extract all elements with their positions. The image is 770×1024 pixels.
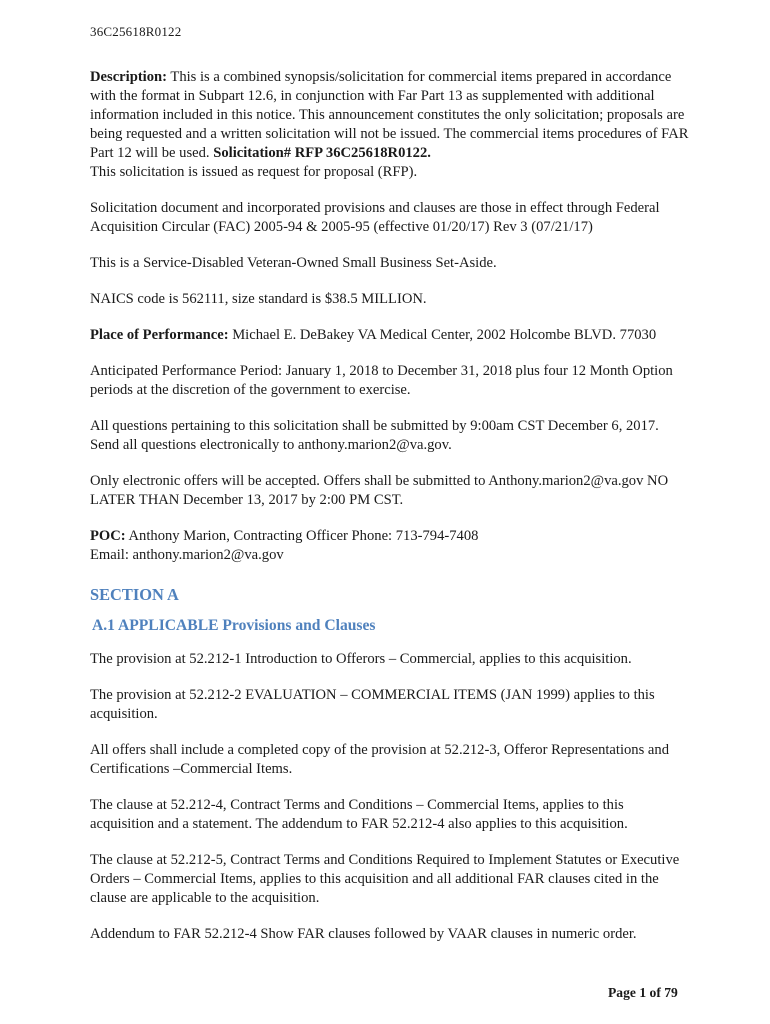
- rfp-line: This solicitation is issued as request for proposal (RFP).: [90, 164, 418, 180]
- offers-paragraph: Only electronic offers will be accepted. Offers shall be submitted to Anthony.marion2@va.gov NO LATER THAN December 13, 2017 by 2:00 PM CST.: [90, 473, 669, 508]
- provision-paragraph: All offers shall include a completed copy of the provision at 52.212-3, Offeror Representations and Certifications –Commercial Items.: [90, 742, 670, 777]
- page-number: Page 1 of 79: [608, 985, 678, 1000]
- poc-label: POC:: [90, 528, 126, 544]
- solicitation-bold-number: Solicitation# RFP 36C25618R0122.: [213, 145, 431, 161]
- place-of-performance-paragraph: [90, 326, 690, 345]
- place-label: Place of Performance:: [90, 327, 229, 343]
- document-body: [90, 68, 690, 961]
- description-text: This is a combined synopsis/solicitation for commercial items prepared in accordance with the format in Subpart 12.6, in conjunction with Far Part 13 as supplemented with additional information included in this notice. This announcement constitutes the only solicitation; proposals are being requested and a written solicitation will not be issued. The commercial items procedures of FAR Part 12 will be used.: [90, 69, 689, 161]
- provision-paragraph: The provision at 52.212-2 EVALUATION – COMMERCIAL ITEMS (JAN 1999) applies to this acquisition.: [90, 687, 655, 722]
- poc-text: Anthony Marion, Contracting Officer Phone: 713-794-7408: [125, 528, 479, 544]
- provision-paragraph: The provision at 52.212-1 Introduction to Offerors – Commercial, applies to this acquisition.: [90, 651, 632, 667]
- poc-paragraph: [90, 527, 690, 565]
- description-label: Description:: [90, 69, 168, 85]
- section-a-title: SECTION A: [90, 585, 179, 604]
- solicitation-number-header: 36C25618R0122: [90, 24, 182, 39]
- poc-email: Email: anthony.marion2@va.gov: [90, 547, 284, 563]
- place-text: Michael E. DeBakey VA Medical Center, 2002 Holcombe BLVD. 77030: [228, 327, 657, 343]
- naics-paragraph: NAICS code is 562111, size standard is $38.5 MILLION.: [90, 291, 427, 307]
- set-aside-paragraph: This is a Service-Disabled Veteran-Owned Small Business Set-Aside.: [90, 255, 497, 271]
- provision-paragraph: The clause at 52.212-5, Contract Terms and Conditions Required to Implement Statutes or Executive Orders – Commercial Items, applies to this acquisition and all additional FAR clauses cited in the clause are applicable to the acquisition.: [90, 852, 680, 906]
- provision-paragraph: The clause at 52.212-4, Contract Terms and Conditions – Commercial Items, applies to this acquisition and a statement. The addendum to FAR 52.212-4 also applies to this acquisition.: [90, 797, 628, 832]
- section-a1-title: A.1 APPLICABLE Provisions and Clauses: [92, 617, 376, 634]
- fac-paragraph: Solicitation document and incorporated provisions and clauses are those in effect through Federal Acquisition Circular (FAC) 2005-94 & 2005-95 (effective 01/20/17) Rev 3 (07/21/17): [90, 200, 660, 235]
- provision-paragraph: Addendum to FAR 52.212-4 Show FAR clauses followed by VAAR clauses in numeric order.: [90, 926, 637, 942]
- description-paragraph: [90, 68, 690, 182]
- questions-paragraph: All questions pertaining to this solicitation shall be submitted by 9:00am CST December 6, 2017. Send all questions electronically to anthony.marion2@va.gov.: [90, 418, 659, 453]
- performance-period-paragraph: Anticipated Performance Period: January 1, 2018 to December 31, 2018 plus four 12 Month Option periods at the discretion of the government to exercise.: [90, 363, 673, 398]
